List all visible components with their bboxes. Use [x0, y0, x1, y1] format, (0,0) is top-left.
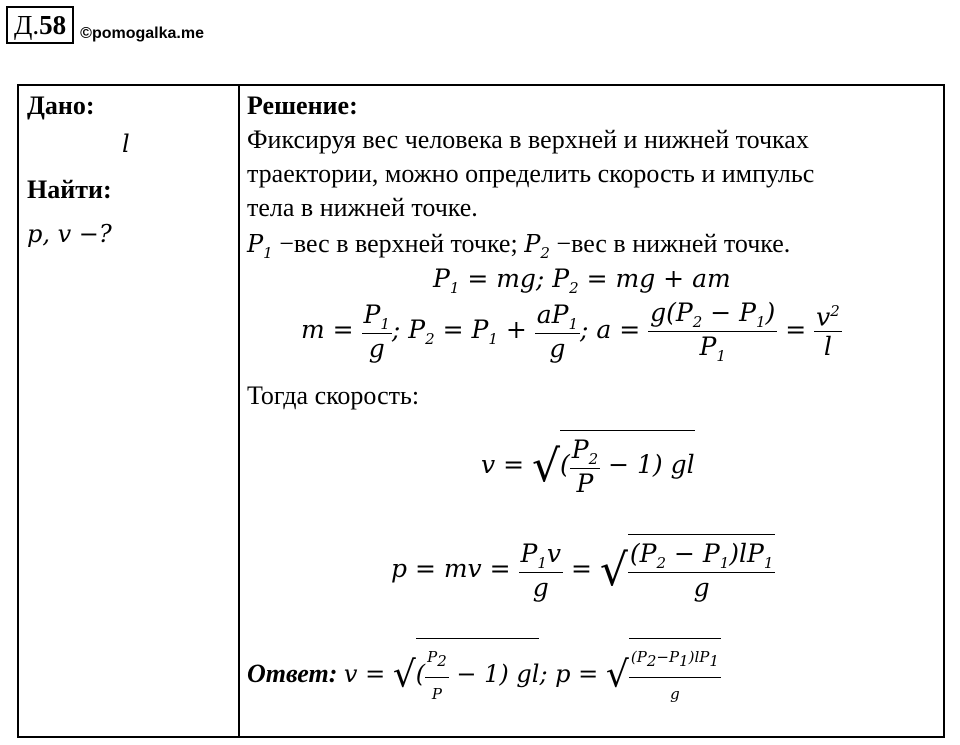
equation-4: p = mv = $\frac{P_1v}{g}$ = √ $\frac{(P_2 - P_1)lP_1}{g}$ [391, 534, 775, 602]
solution-title: Решение: [247, 91, 358, 120]
solution-line-1: Фиксируя вес человека в верхней и нижней точках [247, 125, 809, 154]
equation-3: v = √( $\frac{P_2}{P}$ − 1) gl [481, 430, 695, 498]
problem-number: 58 [39, 10, 67, 40]
equation-2: m = $\frac{P_1}{g}$ ; $P_2 = P_1$ + $\frac{aP_1}{g}$ ; a = $\frac{g(P_2 - P_1)}{P_1}$ = $\frac{v^2}{l}$ [301, 298, 840, 365]
equation-1: $P_1$ = mg; $P_2$ = mg + am [433, 264, 731, 297]
header [6, 6, 204, 44]
find-value: p, v −? [27, 220, 112, 248]
solution-line-2: траектории, можно определить скорость и импульс [247, 159, 815, 188]
answer-line: Ответ: v = √( $\frac{P_2}{P}$ − 1) gl; p = √ $\frac{(P_2-P_1)lP_1}{g}$ [247, 638, 721, 710]
site-watermark: ©pomogalka.me [80, 25, 204, 42]
problem-number-box [6, 6, 74, 44]
find-title: Найти: [27, 175, 112, 204]
given-title: Дано: [27, 91, 95, 120]
given-value: l [122, 130, 130, 158]
then-speed: Тогда скорость: [247, 381, 420, 410]
column-divider [238, 86, 240, 736]
solution-line-3: тела в нижней точке. [247, 193, 478, 222]
solution-table [17, 84, 945, 738]
answer-label: Ответ: [247, 659, 338, 688]
weights-line: $P_1 -вес$ в верхней точке; $P_2 -вес$ в нижней точке. [247, 229, 791, 262]
problem-prefix: Д. [14, 10, 40, 40]
